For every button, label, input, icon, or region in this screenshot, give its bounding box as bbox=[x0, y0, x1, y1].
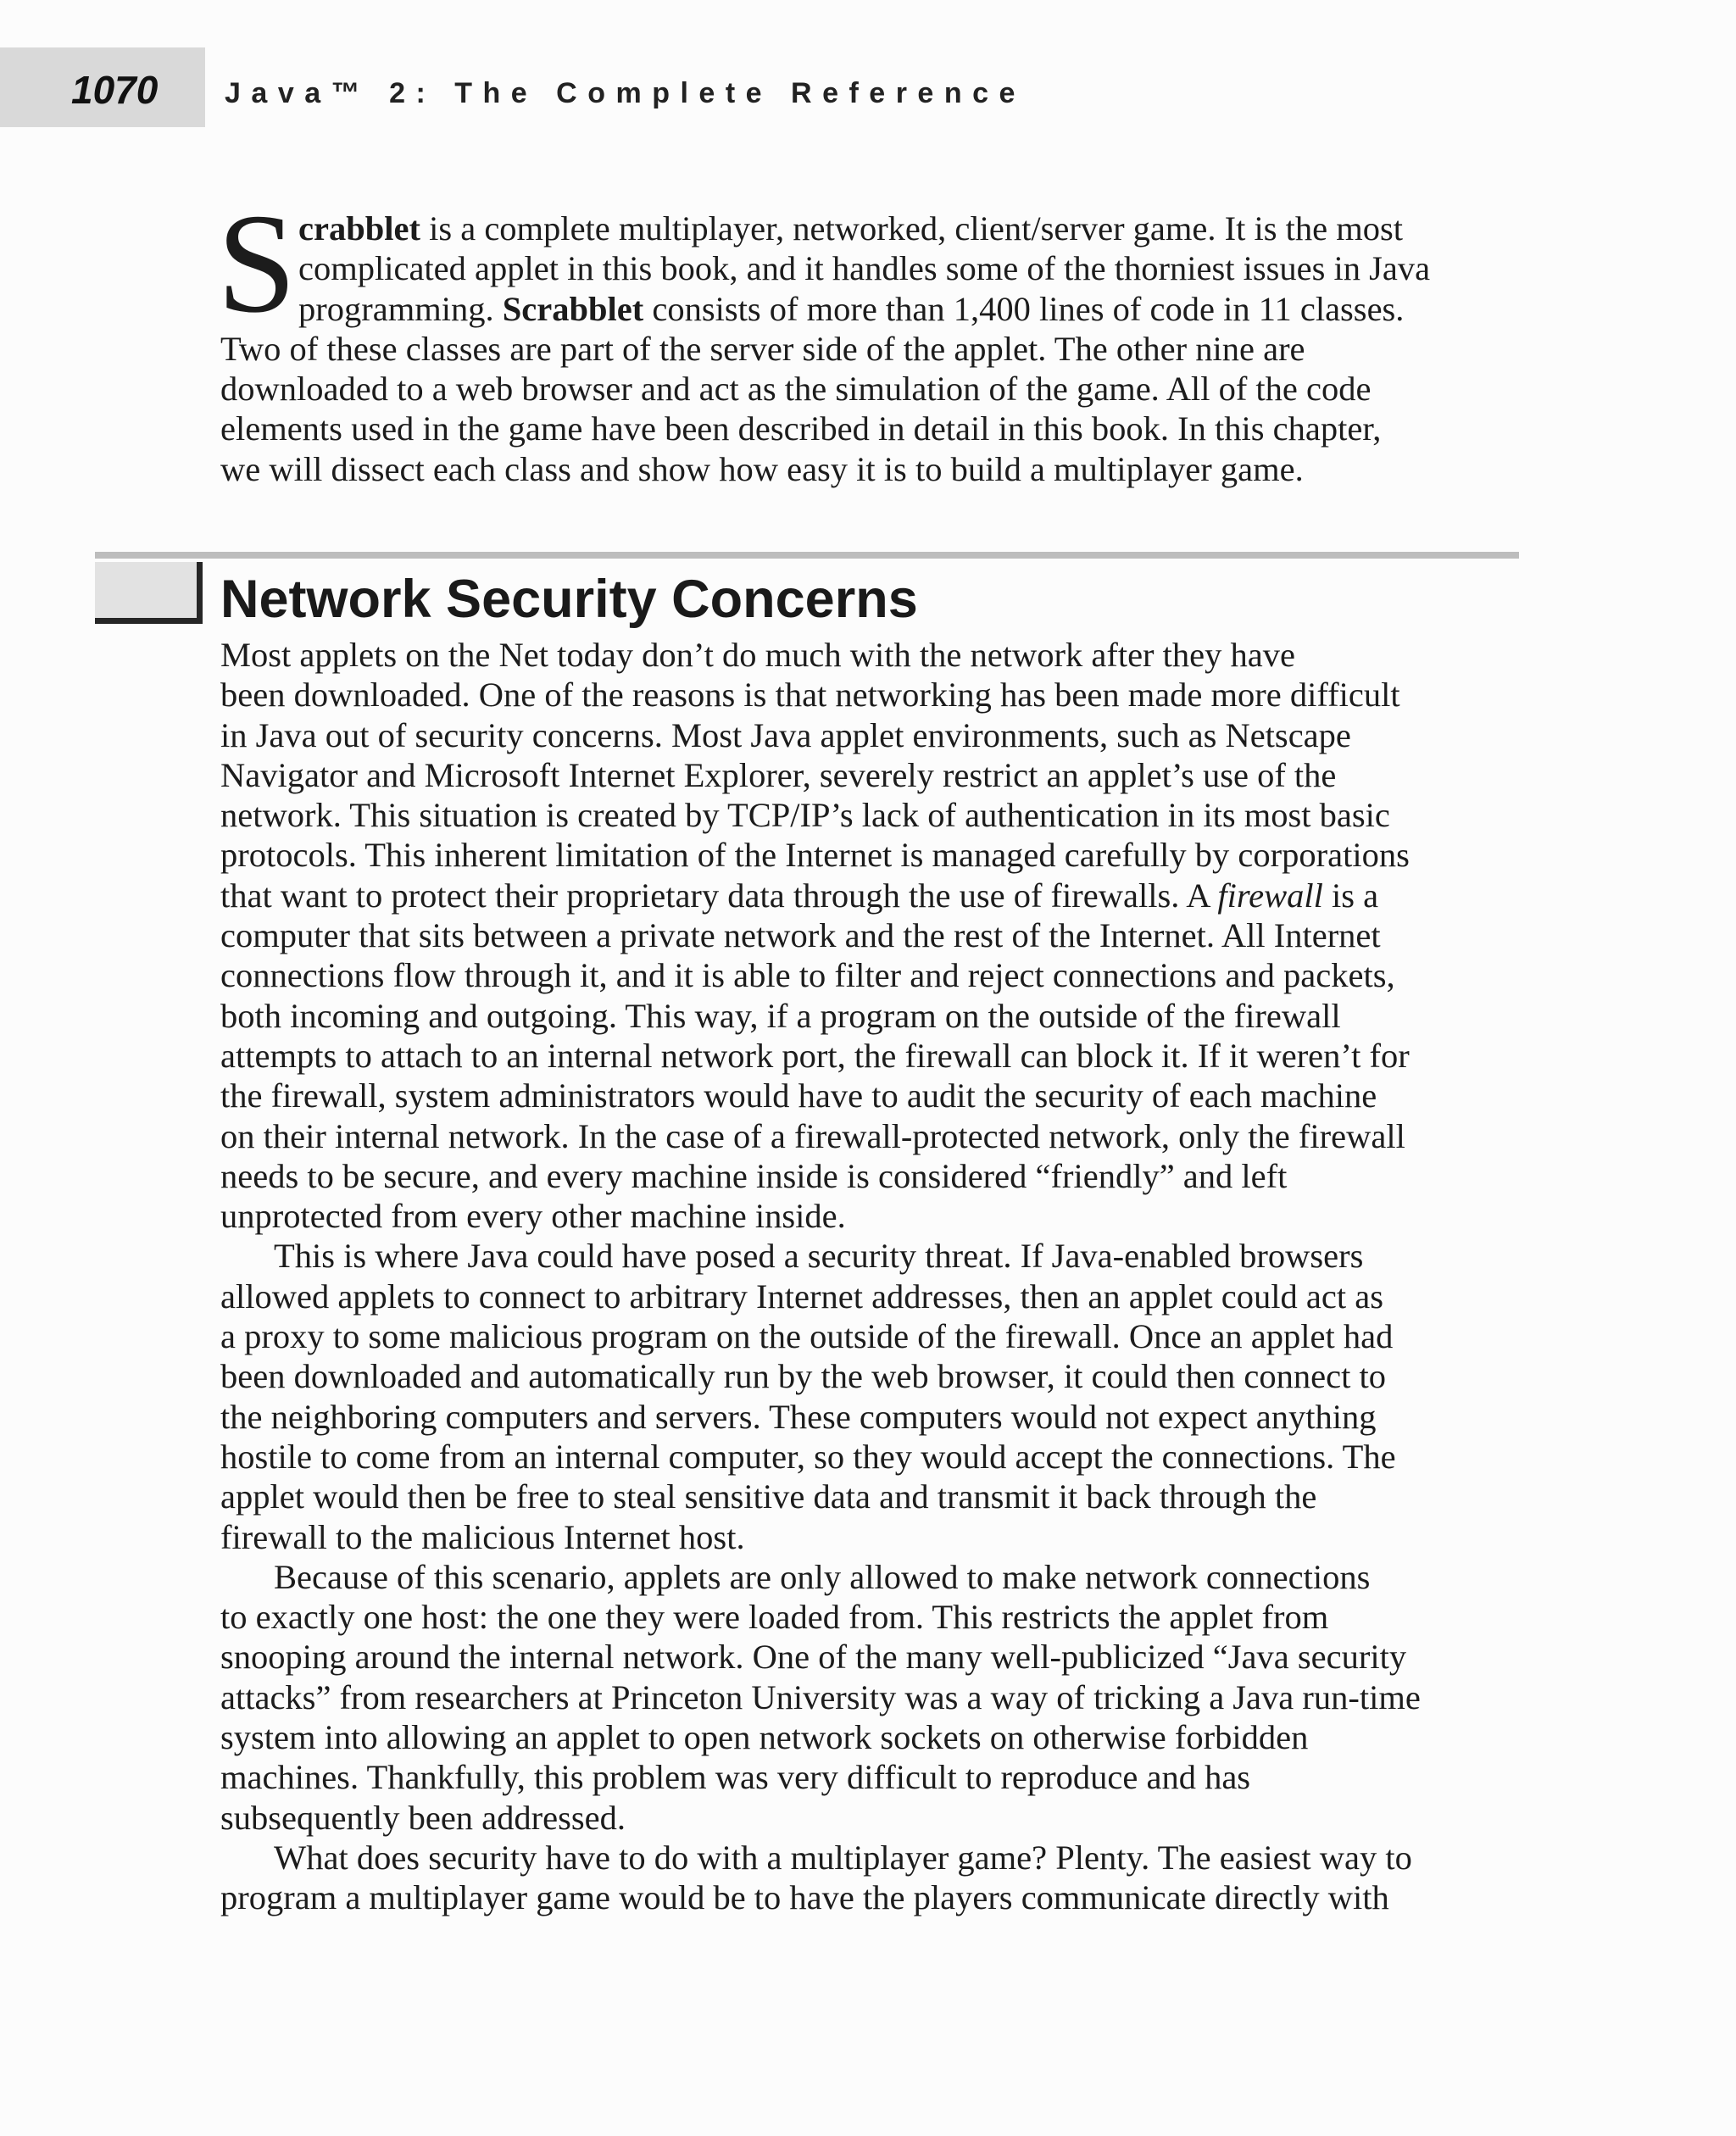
text-line: network. This situation is created by TCP/IP’s lack of authentication in its most basic bbox=[220, 796, 1390, 835]
text-line: protocols. This inherent limitation of the Internet is managed carefully by corporations bbox=[220, 836, 1410, 875]
text-line: subsequently been addressed. bbox=[220, 1798, 626, 1837]
text-line: This is where Java could have posed a security threat. If Java-enabled browsers bbox=[274, 1237, 1364, 1276]
text-line: firewall to the malicious Internet host. bbox=[220, 1517, 745, 1556]
text-line: system into allowing an applet to open network sockets on otherwise forbidden bbox=[220, 1718, 1309, 1757]
text-line: Two of these classes are part of the server side of the applet. The other nine are bbox=[220, 329, 1305, 368]
text-line: computer that sits between a private network and the rest of the Internet. All Internet bbox=[220, 916, 1381, 955]
text-line: Navigator and Microsoft Internet Explorer, severely restrict an applet’s use of the bbox=[220, 755, 1337, 794]
text-line: been downloaded. One of the reasons is that networking has been made more difficult bbox=[220, 676, 1400, 715]
text-line: Because of this scenario, applets are only allowed to make network connections bbox=[274, 1557, 1371, 1596]
text-line: that want to protect their proprietary data through the use of firewalls. A firewall is a bbox=[220, 876, 1379, 915]
text-line: been downloaded and automatically run by the web browser, it could then connect to bbox=[220, 1357, 1386, 1396]
text-line: allowed applets to connect to arbitrary Internet addresses, then an applet could act as bbox=[220, 1277, 1383, 1316]
text-line: needs to be secure, and every machine inside is considered “friendly” and left bbox=[220, 1156, 1288, 1195]
text-line: attempts to attach to an internal network port, the firewall can block it. If it weren’t for bbox=[220, 1036, 1410, 1075]
section-body bbox=[220, 635, 1509, 1918]
text-line: unprotected from every other machine inside. bbox=[220, 1197, 846, 1236]
drop-cap: S bbox=[217, 185, 297, 342]
text-line: downloaded to a web browser and act as the simulation of the game. All of the code bbox=[220, 370, 1372, 409]
running-title: Java™ 2: The Complete Reference bbox=[225, 77, 1026, 109]
text-line: the neighboring computers and servers. These computers would not expect anything bbox=[220, 1397, 1377, 1436]
text-line: both incoming and outgoing. This way, if a program on the outside of the firewall bbox=[220, 996, 1341, 1035]
text-line: complicated applet in this book, and it handles some of the thorniest issues in Java bbox=[298, 249, 1431, 288]
text-line: snooping around the internal network. One of the many well-publicized “Java security bbox=[220, 1638, 1407, 1677]
text-line: attacks” from researchers at Princeton University was a way of tricking a Java run-time bbox=[220, 1677, 1421, 1716]
scrabblet-term: Scrabblet bbox=[502, 289, 644, 328]
text-line: program a multiplayer game would be to have the players communicate directly with bbox=[220, 1878, 1389, 1917]
text-line: crabblet is a complete multiplayer, networked, client/server game. It is the most bbox=[298, 209, 1404, 248]
page-number: 1070 bbox=[71, 68, 159, 112]
text-line: hostile to come from an internal computer, so they would accept the connections. The bbox=[220, 1437, 1396, 1476]
text-line: in Java out of security concerns. Most Java applet environments, such as Netscape bbox=[220, 715, 1351, 754]
text-line: What does security have to do with a multiplayer game? Plenty. The easiest way to bbox=[274, 1838, 1412, 1877]
section-rule bbox=[95, 552, 1519, 559]
section-heading: Network Security Concerns bbox=[220, 570, 918, 629]
text-line: on their internal network. In the case of a firewall-protected network, only the firewall bbox=[220, 1116, 1405, 1155]
intro-paragraph bbox=[220, 209, 1509, 489]
text-line: to exactly one host: the one they were loaded from. This restricts the applet from bbox=[220, 1598, 1329, 1637]
firewall-term: firewall bbox=[1217, 876, 1323, 915]
text-line: a proxy to some malicious program on the outside of the firewall. Once an applet had bbox=[220, 1317, 1394, 1356]
text-line: programming. Scrabblet consists of more than 1,400 lines of code in 11 classes. bbox=[298, 289, 1405, 328]
text-line: Most applets on the Net today don’t do much with the network after they have bbox=[220, 636, 1295, 674]
scrabblet-term: crabblet bbox=[298, 209, 420, 248]
text-line: applet would then be free to steal sensitive data and transmit it back through the bbox=[220, 1477, 1317, 1516]
section-heading-marker bbox=[95, 562, 203, 624]
text-line: we will dissect each class and show how easy it is to build a multiplayer game. bbox=[220, 449, 1304, 488]
text-line: the firewall, system administrators would have to audit the security of each machine bbox=[220, 1076, 1377, 1115]
text-line: connections flow through it, and it is able to filter and reject connections and packets, bbox=[220, 956, 1395, 995]
text-line: elements used in the game have been described in detail in this book. In this chapter, bbox=[220, 409, 1382, 448]
text-line: machines. Thankfully, this problem was very difficult to reproduce and has bbox=[220, 1758, 1251, 1797]
